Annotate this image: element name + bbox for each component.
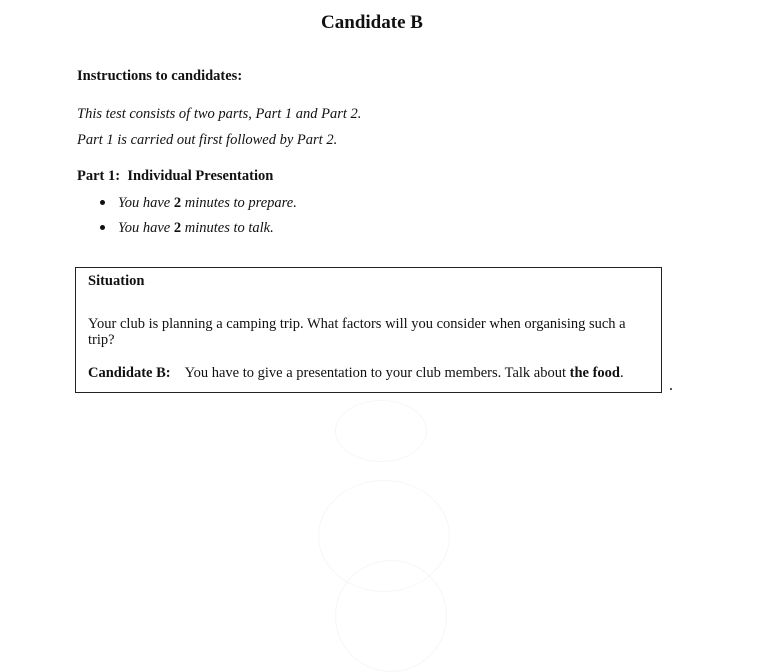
candidate-task-end: . (620, 365, 624, 381)
candidate-task (88, 365, 624, 382)
part-heading: Part 1: Individual Presentation (77, 168, 274, 184)
situation-box (75, 267, 662, 393)
page-title: Candidate B (321, 12, 423, 33)
candidate-task-emphasis: the food (569, 365, 620, 381)
intro-line: This test consists of two parts, Part 1 and Part 2. (77, 106, 362, 122)
candidate-task-text: You have to give a presentation to your club members. Talk about (184, 365, 570, 381)
bullet-dot-icon (100, 200, 105, 205)
bullet-list (100, 194, 297, 244)
show-through-mark (335, 560, 447, 672)
bullet-number: 2 (173, 220, 182, 236)
intro-line: Part 1 is carried out first followed by Part 2. (77, 132, 338, 148)
scan-speck (670, 388, 672, 390)
bullet-item (100, 194, 297, 219)
bullet-number: 2 (173, 195, 182, 211)
bullet-item (100, 219, 297, 244)
show-through-mark (335, 400, 427, 462)
bullet-text-post: minutes to talk. (181, 220, 274, 236)
situation-text: Your club is planning a camping trip. What factors will you consider when organising such a trip? (88, 316, 626, 348)
bullet-text-post: minutes to prepare. (181, 195, 297, 211)
candidate-label: Candidate B: (88, 365, 171, 381)
bullet-text-pre: You have (118, 220, 174, 236)
instructions-heading: Instructions to candidates: (77, 68, 243, 84)
bullet-dot-icon (100, 225, 105, 230)
situation-heading: Situation (88, 273, 145, 289)
bullet-text-pre: You have (118, 195, 174, 211)
